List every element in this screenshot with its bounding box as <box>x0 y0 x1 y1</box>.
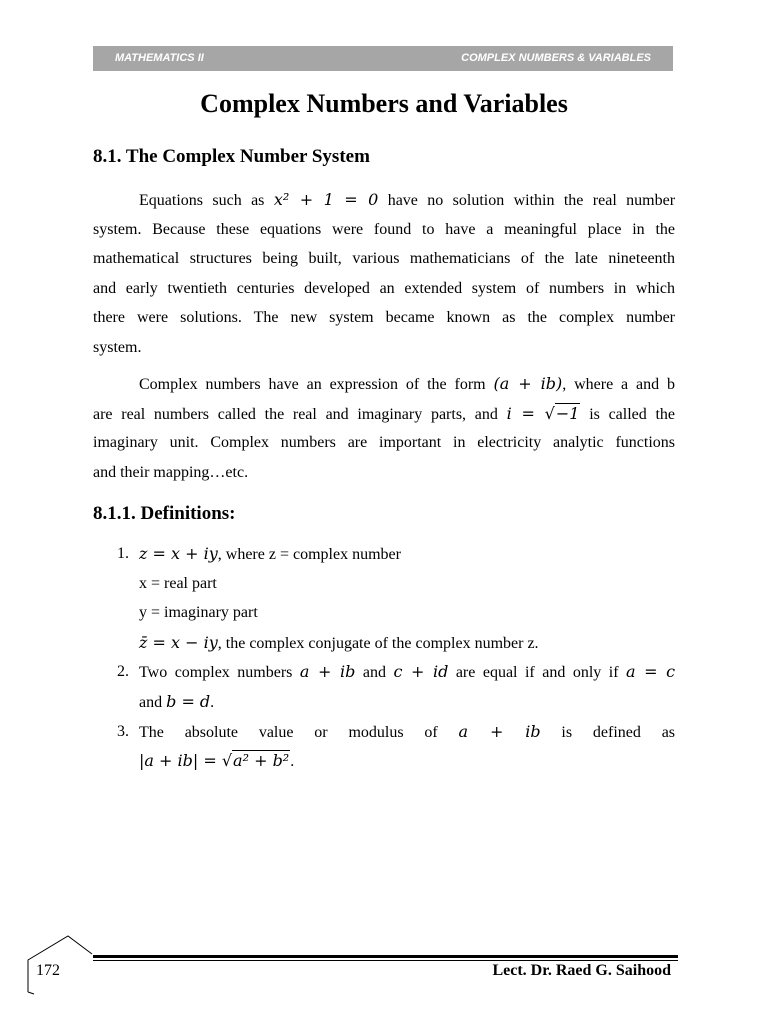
def1-text: , where z = complex number <box>217 546 401 563</box>
def3-word: as <box>661 723 676 741</box>
def2-text: . <box>210 693 215 711</box>
footer-rule-thin <box>93 960 678 961</box>
def1-row-1 <box>139 539 675 569</box>
def3-word: of <box>424 723 438 741</box>
p2-i-def: i = √ <box>506 403 555 423</box>
p2-imaginary-unit <box>507 403 581 423</box>
footer-rule <box>93 955 678 961</box>
definitions-list <box>93 539 675 776</box>
def3-row-1 <box>139 717 675 747</box>
def3-word: is <box>561 723 573 741</box>
def1-text: , the complex conjugate of the complex number z. <box>217 634 539 652</box>
p2-expression: (a + ib) <box>493 374 563 393</box>
definition-2 <box>93 657 675 716</box>
paragraph-2 <box>93 369 675 487</box>
p2-text: Complex numbers have an expression of the form <box>139 376 486 393</box>
def3-radicand: a² + b² <box>233 751 290 771</box>
list-number: 1. <box>117 545 129 562</box>
def1-conjugate: z̄ = x − iy <box>139 632 218 652</box>
section-heading: 8.1. The Complex Number System <box>93 146 370 167</box>
def3-math: a + ib <box>458 721 541 741</box>
p2-text: is called the <box>589 405 676 423</box>
page-title: Complex Numbers and Variables <box>200 89 568 118</box>
def1-imaginary-part: y = imaginary part <box>139 604 258 622</box>
def2-row-1 <box>139 657 675 687</box>
def3-word: modulus <box>348 723 404 741</box>
page-number: 172 <box>36 962 60 979</box>
def3-word: or <box>314 723 328 741</box>
p2-text: are real numbers called the real and imaginary parts, and <box>93 405 498 423</box>
def1-row-4 <box>139 628 675 658</box>
list-number: 3. <box>117 722 129 740</box>
header-chapter: COMPLEX NUMBERS & VARIABLES <box>461 52 651 64</box>
def2-math: b = d <box>166 691 211 711</box>
list-number: 2. <box>117 663 129 681</box>
p2-line-1 <box>93 369 675 399</box>
def3-row-2 <box>139 746 675 776</box>
def2-math: a + ib <box>299 662 356 682</box>
def2-text: and <box>362 664 386 682</box>
p1-text: have no solution within the real number <box>387 192 676 209</box>
p1-line-3: mathematical structures being built, various mathematicians of the late nineteenth <box>93 250 675 268</box>
p2-line-4: and their mapping…etc. <box>93 463 249 481</box>
def3-modulus-formula <box>139 750 290 770</box>
header-course: MATHEMATICS II <box>115 52 204 64</box>
p1-equation: x² + 1 = 0 <box>273 190 379 209</box>
def3-word: defined <box>592 723 641 741</box>
p1-line-5: there were solutions. The new system became known as the complex number <box>93 309 675 327</box>
subsection-heading: 8.1.1. Definitions: <box>93 503 236 524</box>
definition-3 <box>93 717 675 776</box>
def3-word: The <box>139 723 164 741</box>
def2-math: c + id <box>393 662 449 682</box>
footer-rule-thick <box>93 955 678 958</box>
p1-text: Equations such as <box>139 192 265 209</box>
def2-row-2 <box>139 687 675 717</box>
def1-equation: z = x + iy <box>139 544 218 563</box>
paragraph-1 <box>93 185 675 363</box>
p2-line-3: imaginary unit. Complex numbers are important in electricity analytic functions <box>93 434 675 452</box>
p1-line-1 <box>93 185 675 215</box>
def1-real-part: x = real part <box>139 574 217 592</box>
p2-line-2 <box>93 399 675 429</box>
definition-1 <box>93 539 675 657</box>
def3-word: value <box>258 723 294 741</box>
p1-line-4: and early twentieth centuries developed an extended system of numbers in which <box>93 279 675 297</box>
p1-line-6: system. <box>93 338 142 356</box>
def3-period: . <box>290 753 295 771</box>
p1-line-2: system. Because these equations were found to have a meaningful place in the <box>93 220 675 238</box>
def3-modulus-lhs: |a + ib| = √ <box>139 751 233 771</box>
def3-word: absolute <box>184 723 239 741</box>
footer-author: Lect. Dr. Raed G. Saihood <box>492 962 671 979</box>
def2-text: Two complex numbers <box>139 664 293 682</box>
def2-text: and <box>139 693 163 711</box>
p2-radicand: −1 <box>555 403 580 423</box>
running-header <box>93 46 673 71</box>
p2-text: , where a and b <box>562 376 675 393</box>
def2-math: a = c <box>626 662 676 682</box>
def2-text: are equal if and only if <box>455 664 619 682</box>
